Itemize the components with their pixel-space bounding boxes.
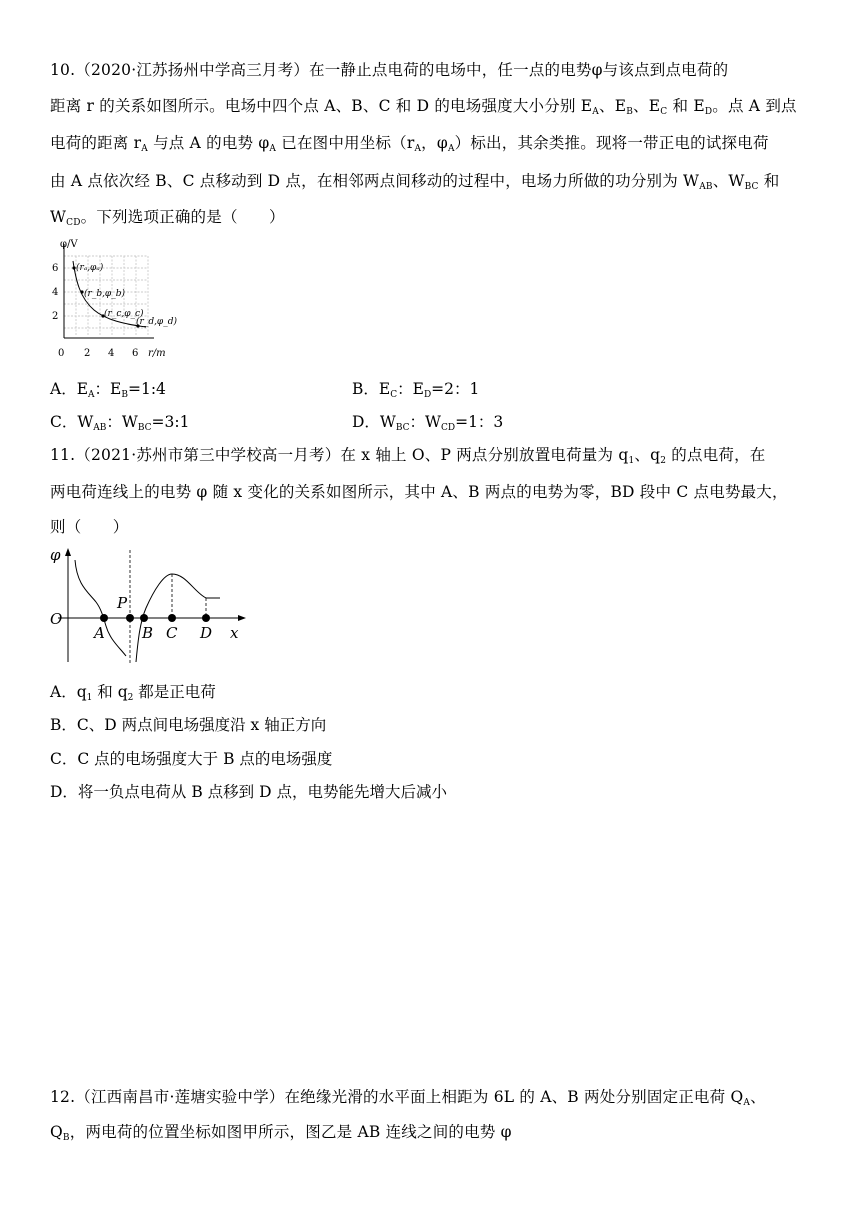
q11-point-a xyxy=(100,614,108,622)
q11-label-c: C xyxy=(166,624,178,642)
q10-option-a: A．$E_A$：$E_B=1:4$ xyxy=(50,380,166,400)
q11-line-2: 两电荷连线上的电势 φ 随 x 变化的关系如图所示，其中 A、B 两点的电势为零，BD 段中 C 点电势最大， xyxy=(50,483,788,501)
q10-x-tick-2: 2 xyxy=(84,348,91,359)
q10-potential-graph xyxy=(44,236,184,364)
q10-label-d: (r_d,φ_d) xyxy=(136,317,178,327)
q10-label-c: (r_c,φ_c) xyxy=(104,309,144,319)
q10-line-5: $W_{CD}$。下列选项正确的是（ ） xyxy=(50,208,285,228)
q10-x-tick-0: 0 xyxy=(58,348,65,359)
q11-option-d: D．将一负点电荷从 B 点移到 D 点，电势能先增大后减小 xyxy=(50,783,447,801)
q10-line-3: 电荷的距离 $r_A$ 与点 A 的电势 $\varphi_A$ 已在图中用坐标（$r_A$，$\varphi_A$）标出，其余类推。现将一带正电的试探电荷 xyxy=(50,134,769,154)
q11-x-arrow-icon xyxy=(238,615,246,621)
q10-y-tick-2: 2 xyxy=(52,311,59,322)
q11-option-c: C．C 点的电场强度大于 B 点的电场强度 xyxy=(50,750,333,768)
q11-point-p xyxy=(126,614,134,622)
q12-line-2: $Q_B$，两电荷的位置坐标如图甲所示，图乙是 AB 连线之间的电势 φ xyxy=(50,1123,512,1143)
q11-y-arrow-icon xyxy=(65,548,71,556)
q10-line-4: 由 A 点依次经 B、C 点移动到 D 点，在相邻两点间移动的过程中，电场力所做的功分别为 $W_{AB}$、$W_{BC}$ 和 xyxy=(50,172,780,192)
q10-y-tick-4: 4 xyxy=(52,287,59,298)
q10-y-label: φ/V xyxy=(60,239,78,250)
q11-label-d: D xyxy=(200,624,213,642)
q10-x-label: r/m xyxy=(148,348,166,359)
q11-label-o: O xyxy=(50,610,63,628)
q11-label-p: P xyxy=(117,594,128,612)
q10-label-a: (rₐ,φₐ) xyxy=(76,263,104,273)
q10-label-b: (r_b,φ_b) xyxy=(84,289,126,299)
q10-y-tick-6: 6 xyxy=(52,263,59,274)
q11-label-a: A xyxy=(94,624,105,642)
q10-line-2: 距离 r 的关系如图所示。电场中四个点 A、B、C 和 D 的电场强度大小分别 $E_A$、$E_B$、$E_C$ 和 $E_D$。点 A 到点 xyxy=(50,97,797,117)
q11-potential-graph xyxy=(44,540,254,670)
q11-option-b: B．C、D 两点间电场强度沿 x 轴正方向 xyxy=(50,716,327,734)
q10-line-1: 10.（2020·江苏扬州中学高三月考）在一静止点电荷的电场中，任一点的电势φ与该点到点电荷的 xyxy=(50,61,729,79)
q11-label-b: B xyxy=(142,624,154,642)
q12-line-1: 12.（江西南昌市·莲塘实验中学）在绝缘光滑的水平面上相距为 6L 的 A、B 两处分别固定正电荷 $Q_A$、 xyxy=(50,1088,766,1108)
q10-option-c: C．$W_{AB}$：$W_{BC}=3:1$ xyxy=(50,413,190,433)
q11-label-x: x xyxy=(230,624,239,642)
q10-x-tick-6: 6 xyxy=(132,348,139,359)
q10-x-tick-4: 4 xyxy=(108,348,115,359)
q11-line-3: 则（ ） xyxy=(50,518,129,536)
q11-point-d xyxy=(202,614,210,622)
q11-line-1: 11.（2021·苏州市第三中学校高一月考）在 x 轴上 O、P 两点分别放置电荷量为 $q_1$、$q_2$ 的点电荷，在 xyxy=(50,446,766,466)
q10-option-b: B．$E_C$：$E_D=2$：1 xyxy=(352,380,480,400)
q11-label-phi: φ xyxy=(50,546,61,564)
q11-point-b xyxy=(140,614,148,622)
q11-option-a: A．$q_1$ 和 $q_2$ 都是正电荷 xyxy=(50,683,216,703)
q11-point-c xyxy=(168,614,176,622)
q10-option-d: D．$W_{BC}$：$W_{CD}=1$：3 xyxy=(352,413,504,433)
